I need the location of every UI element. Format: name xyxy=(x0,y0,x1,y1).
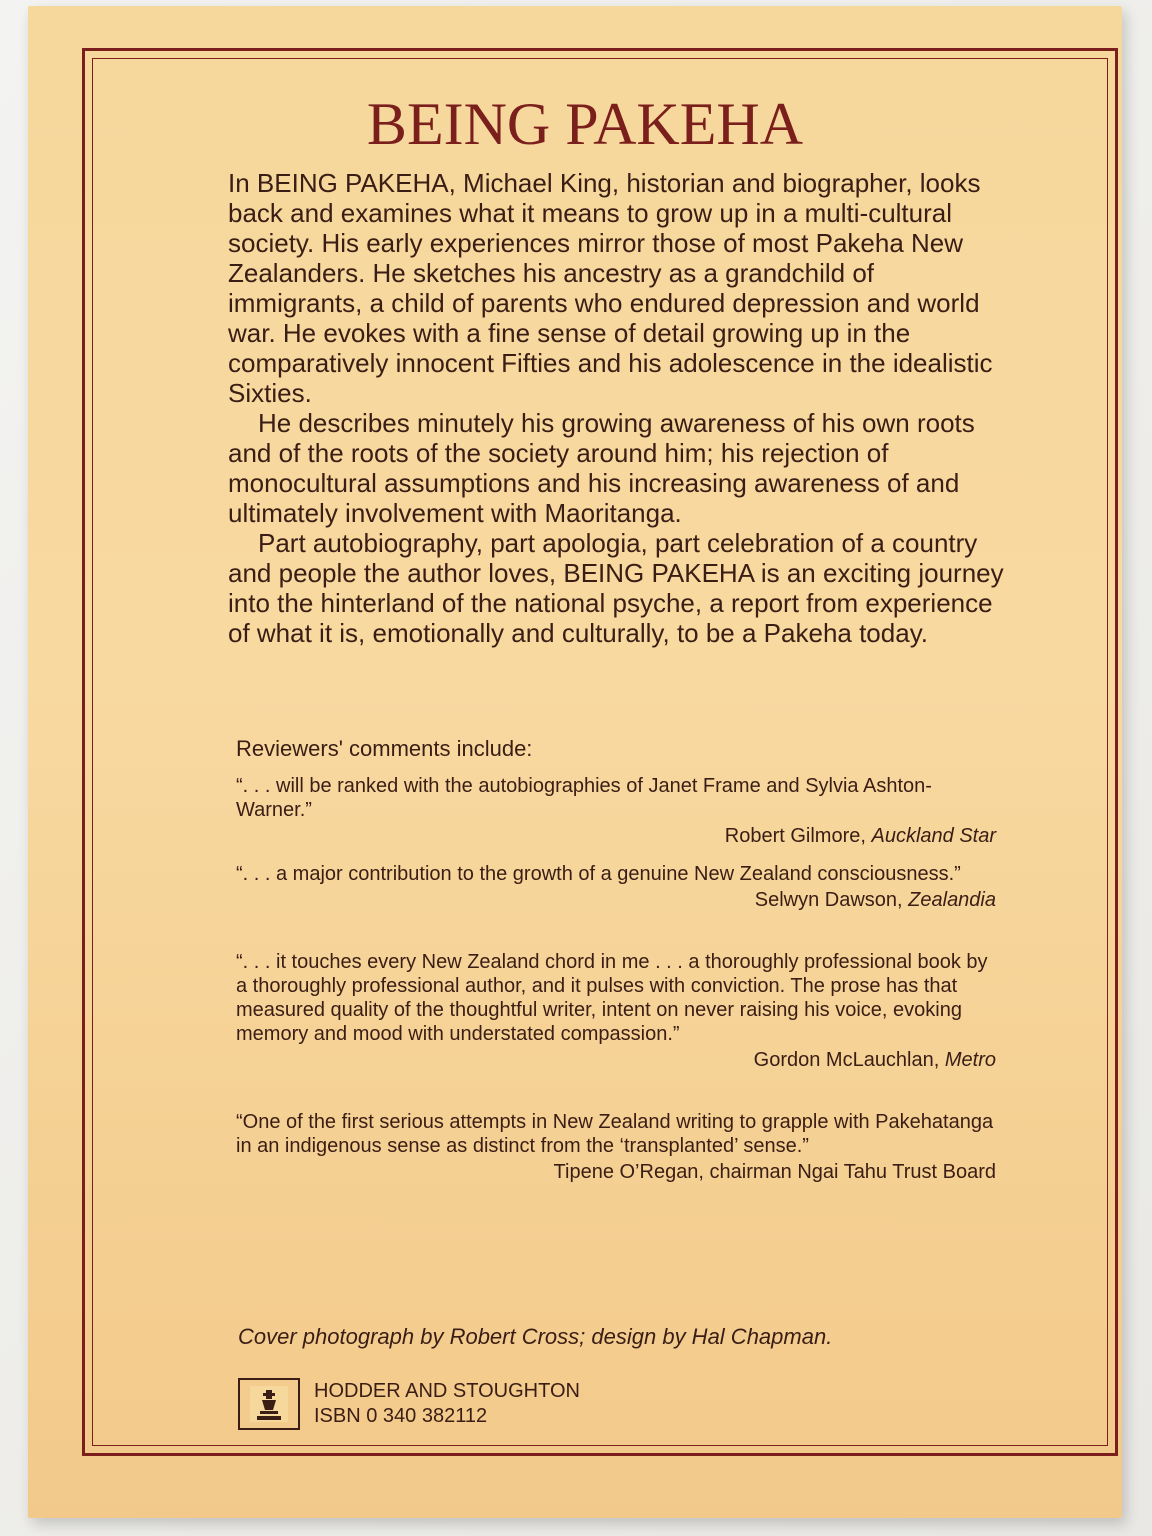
review-quote: “. . . a major contribution to the growth of a genuine New Zealand consciousness.” xyxy=(236,863,961,885)
blurb-paragraph-1: In BEING PAKEHA, Michael King, historian and biographer, looks back and examines what it means to grow up in a multi-cultural society. His early experiences mirror those of most Pakeha New Zealanders. He sketches his ancestry as a grandchild of immigrants, a child of parents who endured depression and world war. He evokes with a fine sense of detail growing up in the comparatively innocent Fifties and his adolescence in the idealistic Sixties. xyxy=(228,168,993,408)
blurb-paragraph-2: He describes minutely his growing awareness of his own roots and of the roots of the society around him; his rejection of monocultural assumptions and his increasing awareness of and ultimately involvement with Maoritanga. xyxy=(228,408,975,528)
publisher-block xyxy=(238,1376,580,1432)
review-author: Tipene O’Regan, chairman Ngai Tahu Trust Board xyxy=(553,1161,996,1183)
review-attribution xyxy=(236,888,996,912)
review-author: Robert Gilmore, xyxy=(724,825,866,847)
book-title: BEING PAKEHA xyxy=(366,91,804,157)
review-attribution xyxy=(236,1048,996,1072)
review-publication: Zealandia xyxy=(908,889,996,911)
review-attribution xyxy=(236,1160,996,1184)
review-1 xyxy=(236,774,996,848)
review-attribution xyxy=(236,824,996,848)
review-publication: Auckland Star xyxy=(871,825,996,847)
review-quote: “. . . will be ranked with the autobiographies of Janet Frame and Sylvia Ashton-Warner.” xyxy=(236,775,932,821)
publisher-name: HODDER AND STOUGHTON xyxy=(314,1380,580,1402)
isbn: ISBN 0 340 382112 xyxy=(314,1405,488,1427)
review-author: Gordon McLauchlan, xyxy=(753,1049,940,1071)
review-publication: Metro xyxy=(944,1049,996,1071)
publisher-text xyxy=(314,1379,580,1429)
review-2 xyxy=(236,862,996,912)
blurb-paragraph-3: Part autobiography, part apologia, part celebration of a country and people the author loves, BEING PAKEHA is an exciting journey into the hinterland of the national psyche, a report from experience of what it is, emotionally and culturally, to be a Pakeha today. xyxy=(228,528,1004,648)
review-4 xyxy=(236,1110,996,1184)
review-author: Selwyn Dawson, xyxy=(754,889,903,911)
cover-credits: Cover photograph by Robert Cross; design by Hal Chapman. xyxy=(238,1324,833,1349)
review-3 xyxy=(236,950,996,1072)
review-quote: “. . . it touches every New Zealand chord in me . . . a thoroughly professional book by a thoroughly professional author, and it pulses with conviction. The prose has that measured quality of the thoughtful writer, intent on never raising his voice, evoking memory and mood with understated compassion.” xyxy=(236,951,988,1045)
book-back-cover xyxy=(28,6,1122,1518)
reviews-heading: Reviewers' comments include: xyxy=(236,736,533,761)
review-quote: “One of the first serious attempts in New Zealand writing to grapple with Pakehatanga in an indigenous sense as distinct from the ‘transplanted’ sense.” xyxy=(236,1111,994,1157)
chess-king-logo-icon xyxy=(238,1378,300,1430)
blurb xyxy=(228,168,1008,648)
